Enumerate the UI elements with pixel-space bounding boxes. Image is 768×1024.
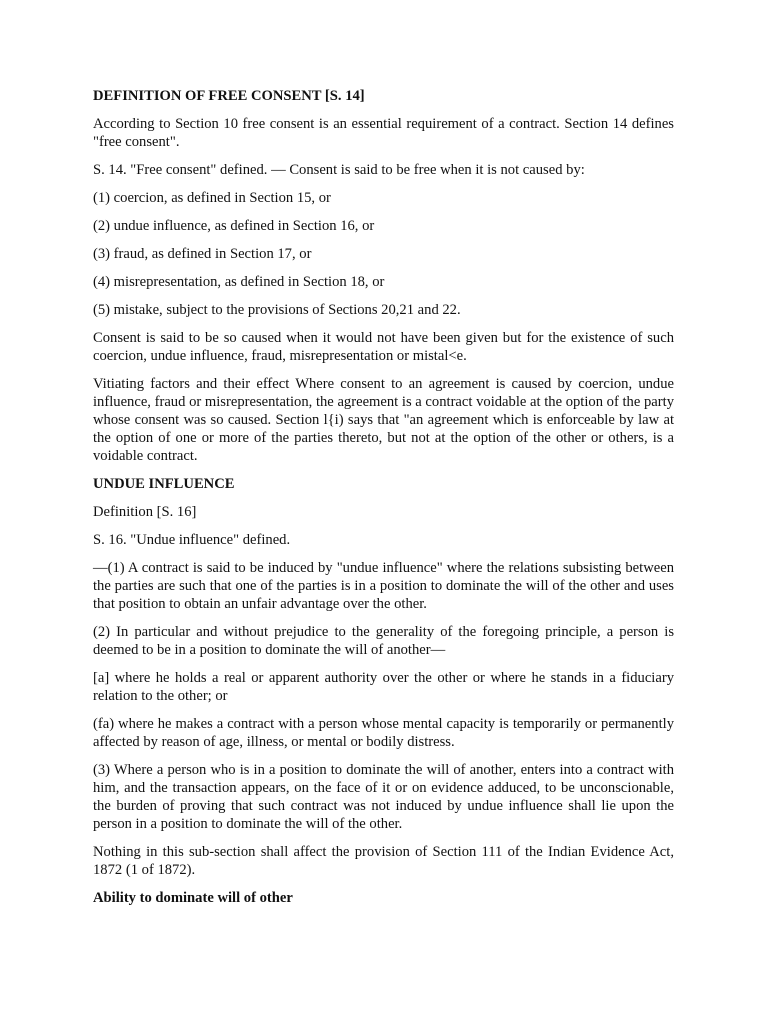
paragraph-s16-clause-1: —(1) A contract is said to be induced by "undue influence" where the relations subsisting between the parties are such that one of the parties is in a position to dominate the will of the other and uses that position to obtain an unfair advantage over the other.	[93, 560, 674, 612]
paragraph-vitiating-factors: Vitiating factors and their effect Where consent to an agreement is caused by coercion, undue influence, fraud or misrepresentation, the agreement is a contract voidable at the option of the party whose consent was so caused. Section l{i) says that "an agreement which is enforceable by law at the option of one or more of the parties thereto, but not at the option of the other or others, is a voidable contract.	[93, 376, 674, 464]
paragraph-s14-definition: S. 14. "Free consent" defined. — Consent is said to be free when it is not caused by:	[93, 162, 585, 178]
section-heading-undue-influence: UNDUE INFLUENCE	[93, 476, 235, 492]
paragraph-s16-clause-2: (2) In particular and without prejudice to the generality of the foregoing principle, a person is deemed to be in a position to dominate the will of another—	[93, 624, 674, 658]
section-heading-free-consent: DEFINITION OF FREE CONSENT [S. 14]	[93, 88, 365, 104]
paragraph-s16-clause-2fa: (fa) where he makes a contract with a person whose mental capacity is temporarily or permanently affected by reason of age, illness, or mental or bodily distress.	[93, 716, 674, 750]
list-item-coercion: (1) coercion, as defined in Section 15, or	[93, 190, 331, 206]
paragraph-intro: According to Section 10 free consent is an essential requirement of a contract. Section 14 defines "free consent".	[93, 116, 674, 150]
paragraph-s16-clause-2a: [a] where he holds a real or apparent authority over the other or where he stands in a fiduciary relation to the other; or	[93, 670, 674, 704]
paragraph-definition-s16: Definition [S. 16]	[93, 504, 197, 520]
paragraph-s16-clause-3: (3) Where a person who is in a position to dominate the will of another, enters into a contract with him, and the transaction appears, on the face of it or on evidence adduced, to be unconscionable, the burden of proving that such contract was not induced by undue influence shall lie upon the person in a position to dominate the will of the other.	[93, 762, 674, 832]
list-item-fraud: (3) fraud, as defined in Section 17, or	[93, 246, 312, 262]
paragraph-s16-title: S. 16. "Undue influence" defined.	[93, 532, 291, 548]
subheading-ability-to-dominate: Ability to dominate will of other	[93, 890, 293, 906]
paragraph-evidence-act: Nothing in this sub-section shall affect the provision of Section 111 of the Indian Evidence Act, 1872 (1 of 1872).	[93, 844, 674, 878]
paragraph-so-caused: Consent is said to be so caused when it would not have been given but for the existence of such coercion, undue influence, fraud, misrepresentation or mistal<e.	[93, 330, 674, 364]
list-item-undue-influence: (2) undue influence, as defined in Section 16, or	[93, 218, 375, 234]
list-item-misrepresentation: (4) misrepresentation, as defined in Section 18, or	[93, 274, 385, 290]
document-page	[93, 87, 674, 917]
list-item-mistake: (5) mistake, subject to the provisions of Sections 20,21 and 22.	[93, 302, 461, 318]
